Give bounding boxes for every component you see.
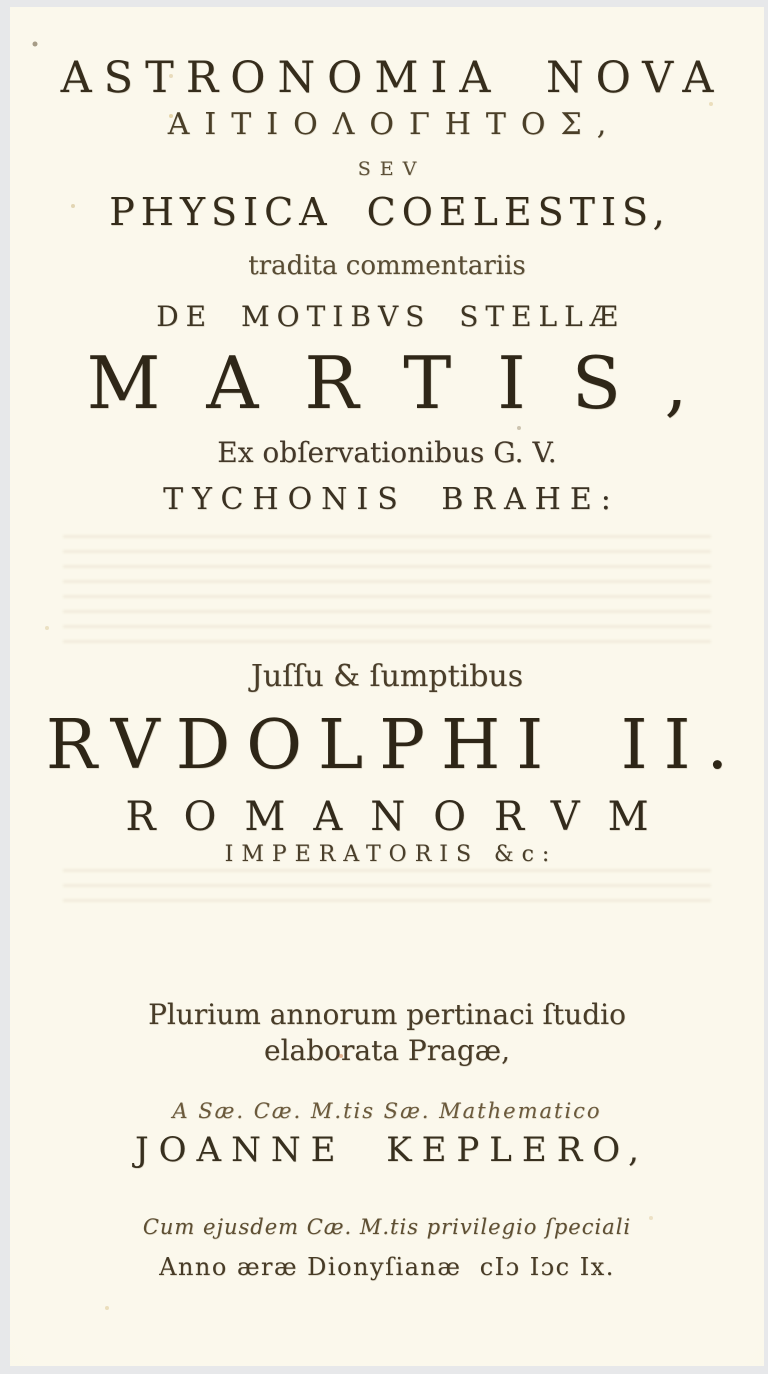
rudolphi-title: RVDOLPHI II.	[45, 706, 745, 785]
tychonis-brahe-line: TYCHONIS BRAHE:	[163, 482, 620, 517]
imperatoris-line: IMPERATORIS &c:	[224, 842, 558, 867]
ex-observationibus-line: Ex obſervationibus G. V.	[217, 436, 557, 469]
greek-subtitle: ΑΙΤΙΟΛΟΓΗΤΟΣ,	[167, 107, 622, 142]
main-title: ASTRONOMIA NOVA	[60, 53, 726, 103]
scanned-title-page	[10, 7, 764, 1366]
martis-title: MARTIS,	[86, 341, 734, 425]
seu-connector: SEV	[357, 158, 426, 180]
ink-showthrough-upper	[63, 535, 711, 650]
year-line: Anno æræ Dionyſianæ cIɔ Iɔc Ix.	[159, 1253, 615, 1281]
jussu-line: Juſſu & ſumptibus	[250, 659, 524, 694]
elaborata-line: elaborata Pragæ,	[264, 1034, 510, 1067]
author-name: JOANNE KEPLERO,	[135, 1130, 649, 1170]
ink-showthrough-lower	[63, 869, 711, 911]
plurium-line: Plurium annorum pertinaci ſtudio	[148, 998, 626, 1031]
romanorum-line: ROMANORVM	[125, 794, 677, 840]
foxing-specks	[10, 7, 12, 9]
subtitle-physica: PHYSICA COELESTIS,	[109, 190, 671, 234]
tradita-line: tradita commentariis	[248, 251, 526, 281]
privilegio-line: Cum ejusdem Cæ. M.tis privilegio ſpeciali	[142, 1215, 632, 1239]
mathematico-credit-line: A Sæ. Cæ. M.tis Sæ. Mathematico	[172, 1099, 602, 1123]
de-motibus-line: DE MOTIBVS STELLÆ	[156, 300, 625, 333]
